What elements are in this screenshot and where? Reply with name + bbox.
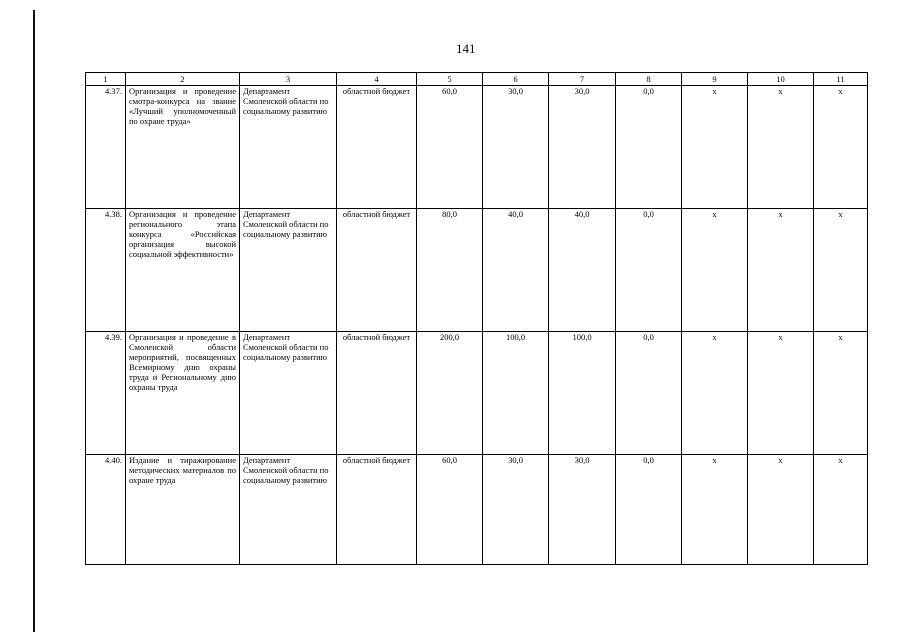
row-number: 4.37. [86,86,126,209]
value-cell: 30,0 [549,86,616,209]
value-cell: х [814,455,868,565]
page-number: 141 [456,41,476,56]
value-cell: 0,0 [616,455,682,565]
column-header: 10 [748,73,814,86]
column-header: 3 [240,73,337,86]
value-cell: 60,0 [417,86,483,209]
value-cell: 40,0 [483,209,549,332]
activity-name: Издание и тиражирование методических материалов по охране труда [126,455,240,565]
value-cell: 60,0 [417,455,483,565]
margin-line [33,10,35,632]
column-header: 5 [417,73,483,86]
value-cell: х [814,209,868,332]
value-cell: х [748,332,814,455]
program-table [85,72,868,565]
table-header-row [86,73,868,86]
column-header: 2 [126,73,240,86]
table-row [86,209,868,332]
value-cell: 30,0 [549,455,616,565]
activity-name: Организация и проведение в Смоленской области мероприятий, посвященных Всемирному дню охраны труда и Региональному дню охраны труда [126,332,240,455]
value-cell: х [748,209,814,332]
table-row [86,455,868,565]
value-cell: х [748,455,814,565]
table-row [86,86,868,209]
column-header: 11 [814,73,868,86]
row-number: 4.40. [86,455,126,565]
executor: Департамент Смоленской области по социальному развитию [240,455,337,565]
value-cell: 0,0 [616,332,682,455]
activity-name: Организация и проведение регионального этапа конкурса «Российская организация высокой социальной эффективности» [126,209,240,332]
value-cell: х [814,332,868,455]
value-cell: 40,0 [549,209,616,332]
value-cell: х [748,86,814,209]
value-cell: х [682,455,748,565]
value-cell: 80,0 [417,209,483,332]
executor: Департамент Смоленской области по социальному развитию [240,332,337,455]
column-header: 1 [86,73,126,86]
funding-source: областной бюджет [337,332,417,455]
row-number: 4.38. [86,209,126,332]
value-cell: 30,0 [483,455,549,565]
value-cell: х [682,332,748,455]
column-header: 8 [616,73,682,86]
value-cell: 0,0 [616,86,682,209]
column-header: 6 [483,73,549,86]
executor: Департамент Смоленской области по социальному развитию [240,86,337,209]
column-header: 7 [549,73,616,86]
funding-source: областной бюджет [337,455,417,565]
activity-name: Организация и проведение смотра-конкурса на звание «Лучший уполномоченный по охране труда» [126,86,240,209]
value-cell: 30,0 [483,86,549,209]
value-cell: х [682,209,748,332]
executor: Департамент Смоленской области по социальному развитию [240,209,337,332]
column-header: 4 [337,73,417,86]
row-number: 4.39. [86,332,126,455]
column-header: 9 [682,73,748,86]
value-cell: 100,0 [549,332,616,455]
value-cell: 0,0 [616,209,682,332]
value-cell: х [814,86,868,209]
value-cell: х [682,86,748,209]
value-cell: 200,0 [417,332,483,455]
value-cell: 100,0 [483,332,549,455]
funding-source: областной бюджет [337,86,417,209]
table-row [86,332,868,455]
funding-source: областной бюджет [337,209,417,332]
